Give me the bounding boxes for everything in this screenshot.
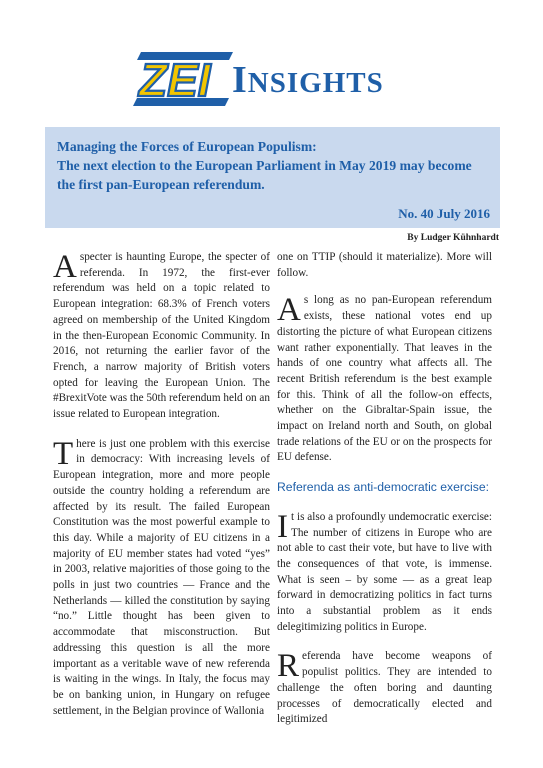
paragraph-text: t is also a profoundly undemocratic exercise: The number of citizens in Europe who are not able to cast their vote, but have to live with the consequences of that vote, is immense. What is seen – by some — as a great leap forward in democratizing politics in fact turns into a substantial problem as it ends delegitimizing politics in Europe.: [277, 510, 492, 633]
paragraph: [277, 510, 492, 636]
drop-cap: I: [277, 508, 288, 545]
byline: By Ludger Kühnhardt: [407, 233, 499, 243]
left-column: [53, 250, 270, 733]
series-title: [232, 58, 384, 102]
paragraph-text: specter is haunting Europe, the specter of referenda. In 1972, the first-ever referendum was held on a topic related to European integration: 68.3% of French voters agreed on membership of the United Kingdom in the then-European Economic Community. In 2016, not returning the earlier favor of the French, a narrow majority of British voters opted for leaving the European Union. The #BrexitVote was the 50th referendum held on an issue related to European integration.: [53, 251, 270, 421]
right-column: [277, 250, 492, 742]
logo-text: ZEI: [139, 54, 211, 106]
article-title: [57, 137, 490, 194]
article-title-line2: The next election to the European Parliament in May 2019 may become the first pan-European referendum.: [57, 158, 472, 192]
paragraph: [53, 437, 270, 720]
drop-cap: A: [53, 249, 77, 285]
paragraph-text: here is just one problem with this exercise in democracy: With increasing levels of European integration, more and more people outside the country holding a referendum are affected by its result. The failed European Constitution was the most powerful example to this day. While a majority of EU citizens in a majority of EU member states had voted “yes” in 2003, relative majorities of those going to the polls in just two countries — France and the Netherlands — killed the constitution by saying “no.” Little thought has been given to accommodate that misconstruction. But addressing this question is all the more important as a veritable wave of new referenda is waiting in the wings. In Italy, the focus may be on banking union, in Hungary on refugee settlement, in the Belgian province of Wallonia: [53, 437, 270, 717]
series-title-cap: I: [232, 59, 248, 101]
drop-cap: R: [277, 648, 300, 685]
paragraph-text: eferenda have become weapons of populist politics. They are intended to challenge the often boring and daunting processes of democratically elected and legitimized: [277, 650, 492, 726]
paragraph: [277, 649, 492, 728]
paragraph-text: s long as no pan-European referendum exists, these national votes end up distorting the picture of what European citizens want rather exponentially. That leaves in the hands of one country what affects all. The recent British referendum is the best example for this. Think of all the follow-on effects, whether on the Gibraltar-Spain issue, the impact on Ireland north and South, on global trade relations of the EU or on the prospects for EU defense.: [277, 294, 492, 464]
paragraph: [53, 250, 270, 423]
drop-cap: T: [53, 435, 74, 472]
paragraph: [277, 293, 492, 466]
zei-logo-graphic: [133, 46, 243, 112]
issue-number: No. 40 July 2016: [398, 206, 490, 221]
section-heading: Referenda as anti-democratic exercise:: [277, 480, 490, 495]
article-title-line1: Managing the Forces of European Populism:: [57, 139, 317, 154]
paragraph: one on TTIP (should it materialize). More will follow.: [277, 251, 492, 279]
title-banner: [45, 127, 500, 228]
series-title-rest: NSIGHTS: [247, 67, 384, 99]
drop-cap: A: [277, 292, 301, 329]
